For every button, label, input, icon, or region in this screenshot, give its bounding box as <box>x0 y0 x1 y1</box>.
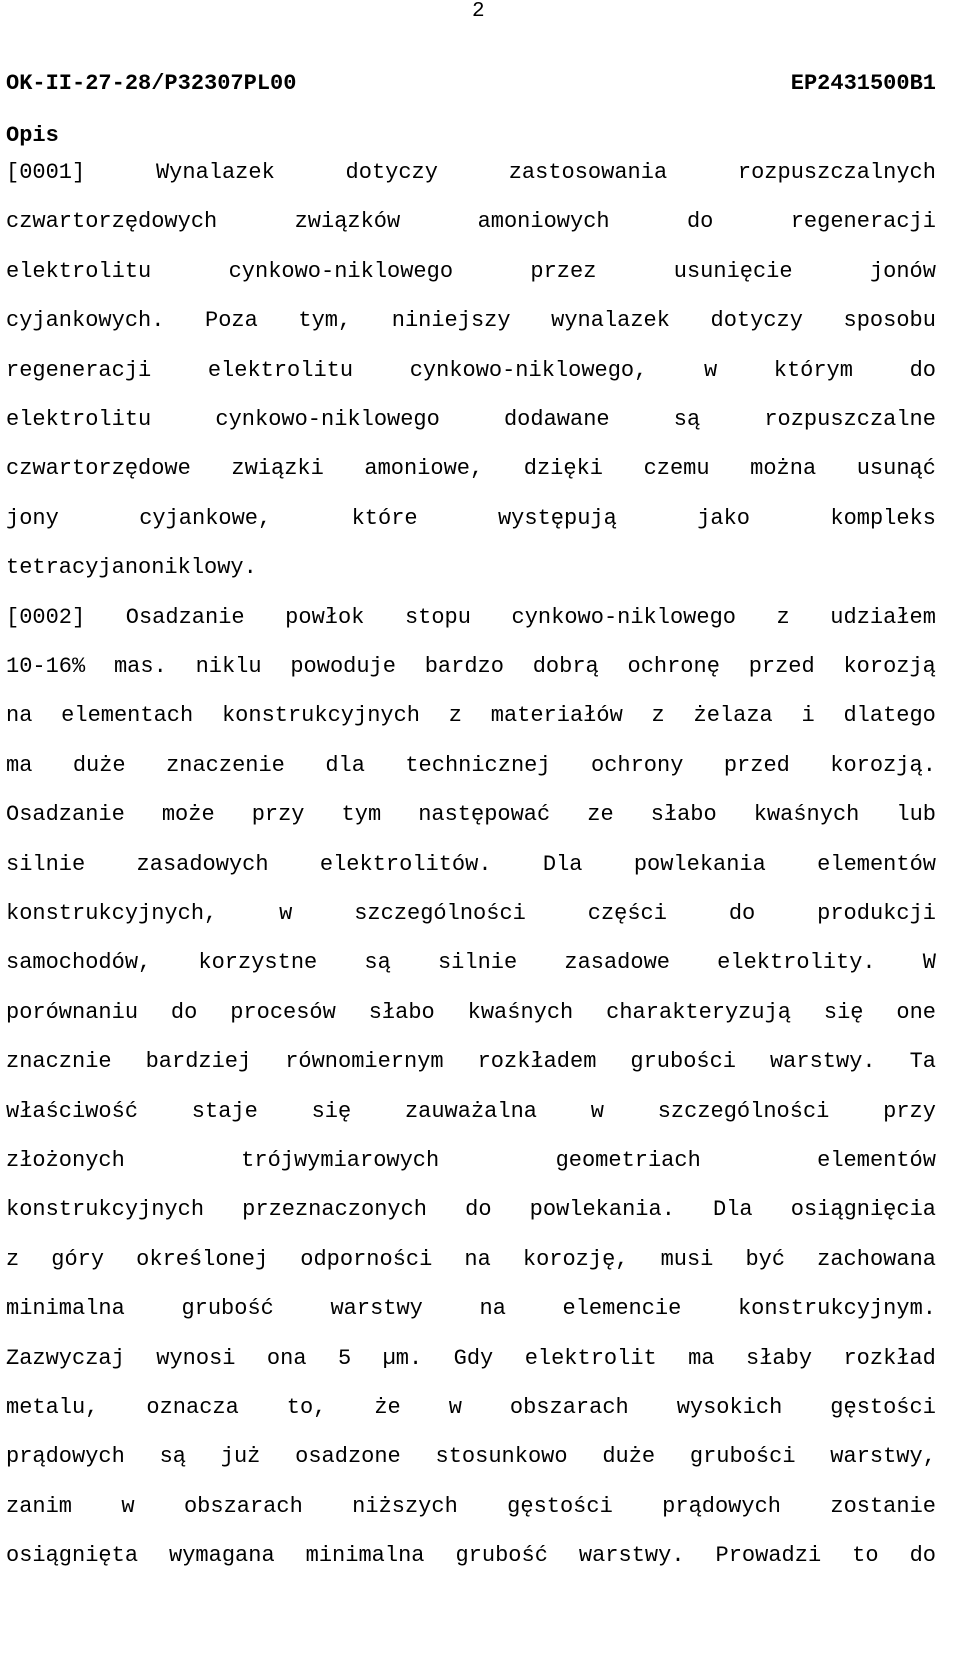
text-line <box>6 407 936 433</box>
word: przed <box>748 654 815 679</box>
word: sposobu <box>843 308 936 334</box>
word: korozją. <box>830 752 936 778</box>
word: zasadowych <box>136 851 269 877</box>
word: czemu <box>643 456 710 482</box>
word: do <box>728 901 756 926</box>
text-line <box>6 1296 936 1322</box>
word: i <box>801 703 815 729</box>
word: oznacza <box>146 1395 239 1420</box>
word: regeneracji <box>790 209 936 235</box>
word: z <box>6 1246 20 1272</box>
word: Dla <box>713 1197 753 1223</box>
word: produkcji <box>817 901 936 926</box>
word: dlatego <box>843 703 936 729</box>
word: szczególności <box>354 901 526 926</box>
text-line <box>6 1346 936 1372</box>
reference-code-left: OK-II-27-28/P32307PL00 <box>6 71 297 96</box>
word: powłok <box>285 604 365 630</box>
word: szczególności <box>657 1098 830 1124</box>
word: powlekania. <box>529 1197 675 1223</box>
word: cynkowo-niklowego, <box>409 357 648 383</box>
text-line <box>6 901 936 927</box>
word: kwaśnych <box>467 999 574 1025</box>
word: znacznie <box>6 1049 112 1075</box>
word: procesów <box>230 999 336 1025</box>
word: korozję, <box>522 1246 629 1272</box>
word: grubość <box>455 1543 548 1569</box>
word: osiągnięta <box>6 1543 139 1569</box>
word: ma <box>6 752 33 778</box>
word: w <box>279 901 293 926</box>
word: [0001] <box>6 160 86 185</box>
word: Osadzanie <box>6 802 125 828</box>
word: gęstości <box>830 1395 936 1420</box>
word: elemencie <box>562 1296 682 1322</box>
word: Zazwyczaj <box>6 1345 125 1371</box>
word: niniejszy <box>391 308 511 334</box>
word: minimalna <box>305 1543 425 1569</box>
word: duże <box>602 1444 656 1470</box>
text-line <box>6 358 936 384</box>
word: dobrą <box>532 654 599 679</box>
word: na <box>464 1246 491 1272</box>
word: którym <box>773 357 853 383</box>
word: elektrolitu <box>6 258 152 284</box>
word: przeznaczonych <box>242 1197 428 1223</box>
word: elementów <box>817 1148 936 1173</box>
word: zanim <box>6 1493 73 1519</box>
text-line <box>6 555 936 581</box>
text-line <box>6 852 936 878</box>
word: na <box>6 703 33 729</box>
word: w <box>121 1493 135 1519</box>
word: warstwy. <box>578 1543 685 1569</box>
word: dotyczy <box>345 160 438 185</box>
word: elementów <box>817 851 936 877</box>
word: to <box>852 1543 879 1569</box>
text-line <box>6 654 936 680</box>
word: jony <box>6 505 59 531</box>
word: do <box>909 357 936 383</box>
text-line <box>6 605 936 631</box>
word: zostanie <box>830 1493 936 1519</box>
text-line <box>6 1494 936 1520</box>
word: Dla <box>542 851 583 877</box>
word: w <box>590 1098 604 1124</box>
word: jonów <box>869 258 936 284</box>
text-line <box>6 1148 936 1174</box>
word: grubość <box>181 1296 274 1322</box>
word: są <box>673 407 701 432</box>
word: obszarach <box>183 1493 303 1519</box>
section-title: Opis <box>6 123 59 148</box>
word: materiałów <box>490 703 623 729</box>
word: geometriach <box>555 1148 701 1173</box>
word: rozpuszczalnych <box>737 160 936 185</box>
word: konstrukcyjnych <box>6 1197 205 1223</box>
word: równomiernym <box>285 1049 444 1075</box>
word: cynkowo-niklowego <box>511 604 736 630</box>
word: warstwy, <box>830 1444 936 1470</box>
word: zachowana <box>817 1246 936 1272</box>
word: dla <box>325 752 365 778</box>
word: trójwymiarowych <box>241 1148 440 1173</box>
word: które <box>351 505 418 531</box>
word: [0002] <box>6 604 86 630</box>
word: osiągnięcia <box>790 1197 936 1223</box>
word: czwartorzędowe <box>6 456 191 482</box>
word: elementach <box>61 703 194 729</box>
word: 10-16% <box>6 654 86 679</box>
word: ze <box>587 802 614 828</box>
word: odporności <box>300 1246 433 1272</box>
word: wysokich <box>676 1395 783 1420</box>
word: cyjankowe, <box>139 505 272 531</box>
word: z <box>776 604 790 630</box>
text-line <box>6 1543 936 1569</box>
word: one <box>896 999 936 1025</box>
word: ochrony <box>591 752 684 778</box>
word: technicznej <box>405 752 551 778</box>
word: są <box>364 950 391 976</box>
word: Ta <box>909 1049 936 1075</box>
word: rozkładem <box>477 1049 597 1075</box>
text-line <box>6 950 936 976</box>
page-number: 2 <box>472 0 485 23</box>
word: amoniowe, <box>364 456 484 482</box>
word: powoduje <box>290 654 396 679</box>
word: przy <box>883 1098 936 1124</box>
word: tym, <box>298 308 352 334</box>
word: rozpuszczalne <box>764 407 936 432</box>
word: ona <box>266 1345 307 1371</box>
text-line <box>6 209 936 235</box>
word: obszarach <box>509 1395 629 1420</box>
word: osadzone <box>295 1444 401 1470</box>
text-line <box>6 308 936 334</box>
word: ochronę <box>627 654 720 679</box>
word: zauważalna <box>404 1098 537 1124</box>
word: regeneracji <box>6 357 152 383</box>
word: grubości <box>630 1049 737 1075</box>
word: warstwy <box>330 1296 423 1322</box>
word: usunąć <box>856 456 936 482</box>
word: czwartorzędowych <box>6 209 218 235</box>
word: elektrolit <box>524 1345 657 1371</box>
word: udziałem <box>830 604 936 630</box>
text-line <box>6 802 936 828</box>
word: rozkład <box>843 1345 936 1371</box>
word: grubości <box>689 1444 796 1470</box>
word: się <box>823 999 864 1025</box>
word: Osadzanie <box>125 604 245 630</box>
word: cynkowo-niklowego <box>215 407 440 432</box>
word: prądowych <box>6 1444 125 1470</box>
text-line <box>6 506 936 532</box>
word: elektrolitu <box>6 407 152 432</box>
text-line <box>6 1000 936 1026</box>
word: określonej <box>136 1246 269 1272</box>
word: na <box>479 1296 506 1322</box>
word: lub <box>896 802 936 828</box>
word: prądowych <box>662 1493 781 1519</box>
word: mas. <box>113 654 167 679</box>
word: Wynalazek <box>155 160 275 185</box>
word: już <box>220 1444 261 1470</box>
word: amoniowych <box>477 209 610 235</box>
word: związki <box>231 456 324 482</box>
word: bardzo <box>424 654 504 679</box>
word: korozją <box>843 654 936 679</box>
word: dotyczy <box>710 308 803 334</box>
word: w <box>448 1395 462 1420</box>
word: może <box>161 802 215 828</box>
word: niklu <box>195 654 262 679</box>
text-line <box>6 1247 936 1273</box>
word: tym <box>341 802 382 828</box>
word: niższych <box>352 1493 458 1519</box>
word: związków <box>294 209 401 235</box>
document-header <box>6 71 936 97</box>
word: powlekania <box>633 851 766 877</box>
word: przez <box>530 258 597 284</box>
word: silnie <box>6 851 86 877</box>
word: ma <box>688 1345 715 1371</box>
word: przed <box>723 752 790 778</box>
word: wynosi <box>156 1345 236 1371</box>
reference-code-right: EP2431500B1 <box>790 71 936 96</box>
word: stopu <box>404 604 471 630</box>
word: elektrolitów. <box>319 851 492 877</box>
word: W <box>922 950 936 976</box>
word: tetracyjanoniklowy. <box>6 555 257 581</box>
word: 5 <box>337 1345 352 1371</box>
word: zasadowe <box>564 950 670 976</box>
word: bardziej <box>145 1049 252 1075</box>
word: cyjankowych. <box>6 308 165 334</box>
word: dzięki <box>523 456 603 482</box>
word: elektrolitu <box>207 357 354 383</box>
word: staje <box>191 1098 258 1124</box>
word: słabo <box>368 999 435 1025</box>
word: minimalna <box>6 1296 125 1322</box>
text-line <box>6 259 936 285</box>
word: charakteryzują <box>606 999 791 1025</box>
word: przy <box>251 802 305 828</box>
text-line <box>6 160 936 186</box>
word: kwaśnych <box>753 802 860 828</box>
word: Prowadzi <box>715 1543 822 1569</box>
word: złożonych <box>6 1148 125 1173</box>
word: silnie <box>437 950 518 976</box>
word: do <box>686 209 714 235</box>
word: samochodów, <box>6 950 152 976</box>
word: metalu, <box>6 1395 99 1420</box>
word: porównaniu <box>6 999 139 1025</box>
text-line <box>6 1099 936 1125</box>
word: jako <box>697 505 750 531</box>
word: Poza <box>205 308 258 334</box>
word: znaczenie <box>166 752 285 778</box>
text-line <box>6 1049 936 1075</box>
word: że <box>374 1395 401 1420</box>
word: cynkowo-niklowego <box>228 258 454 284</box>
word: w <box>703 357 718 383</box>
word: elektrolity. <box>717 950 876 976</box>
word: być <box>745 1246 786 1272</box>
word: są <box>159 1444 186 1470</box>
word: µm. <box>382 1345 423 1371</box>
word: stosunkowo <box>435 1444 568 1470</box>
word: góry <box>51 1246 105 1272</box>
word: się <box>311 1098 352 1124</box>
word: można <box>750 456 817 482</box>
word: gęstości <box>507 1493 613 1519</box>
text-line <box>6 1395 936 1421</box>
word: to, <box>286 1395 327 1420</box>
word: dodawane <box>503 407 610 432</box>
word: musi <box>660 1246 714 1272</box>
word: do <box>465 1197 492 1223</box>
word: następować <box>418 802 551 828</box>
word: do <box>170 999 198 1025</box>
word: słabo <box>650 802 717 828</box>
text-line <box>6 703 936 729</box>
word: warstwy. <box>769 1049 876 1075</box>
word: konstrukcyjnym. <box>737 1296 936 1322</box>
word: z <box>651 703 665 729</box>
word: Gdy <box>453 1345 494 1371</box>
text-line <box>6 456 936 482</box>
word: usunięcie <box>673 258 793 284</box>
text-line <box>6 1197 936 1223</box>
word: zastosowania <box>508 160 668 185</box>
word: części <box>587 901 667 926</box>
word: wynalazek <box>551 308 670 334</box>
text-line <box>6 1444 936 1470</box>
word: wymagana <box>169 1543 275 1569</box>
word: słaby <box>746 1345 813 1371</box>
word: żelaza <box>693 703 773 729</box>
word: korzystne <box>198 950 318 976</box>
word: właściwość <box>6 1098 139 1124</box>
word: duże <box>72 752 126 778</box>
text-line <box>6 753 936 779</box>
word: występują <box>497 505 617 531</box>
word: kompleks <box>830 505 936 531</box>
word: konstrukcyjnych, <box>6 901 218 926</box>
word: do <box>909 1543 936 1569</box>
word: konstrukcyjnych <box>221 703 421 729</box>
word: z <box>448 703 462 729</box>
